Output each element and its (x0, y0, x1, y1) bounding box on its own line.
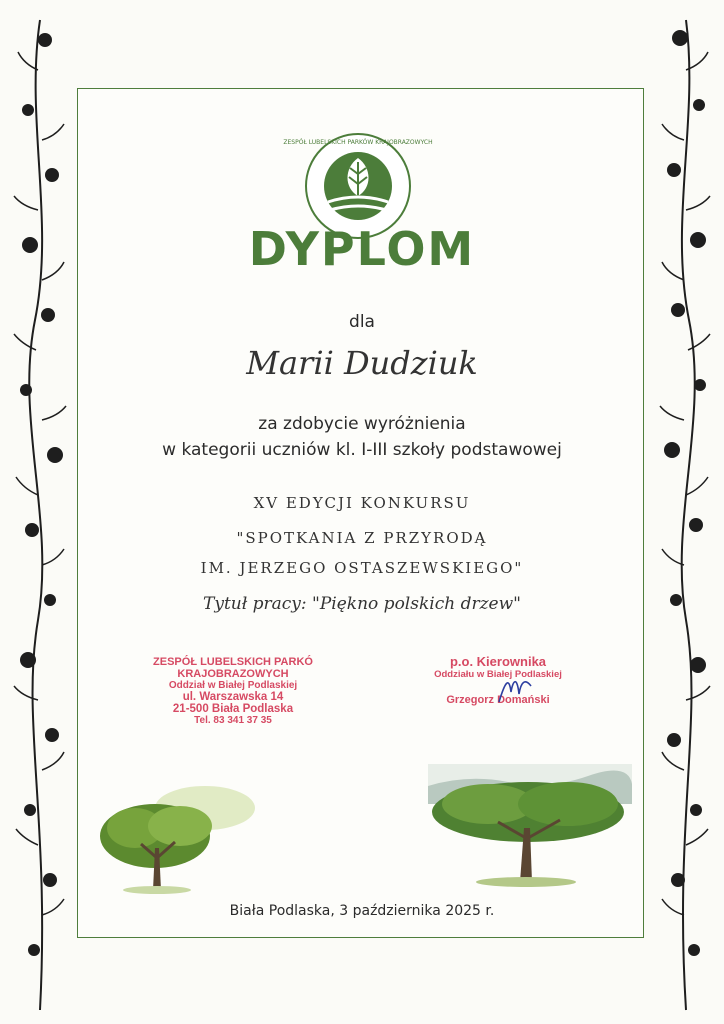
recipient-name: Marii Dudziuk (246, 344, 478, 382)
tree-illustration-left (95, 778, 255, 896)
handwritten-signature (495, 672, 535, 708)
for-label: dla (349, 312, 375, 332)
place-and-date: Biała Podlaska, 3 października 2025 r. (229, 903, 495, 919)
contest-name-line-1: "SPOTKANIA Z PRZYRODĄ (236, 529, 488, 547)
signature-subtitle: Oddziału w Białej Podlaskiej (434, 669, 562, 680)
work-title: Tytuł pracy: "Piękno polskich drzew" (203, 594, 521, 614)
contest-name-line-2: IM. JERZEGO OSTASZEWSKIEGO" (200, 559, 524, 577)
signature-title: p.o. Kierownika (449, 654, 547, 669)
tree-illustration-right (428, 764, 632, 890)
stamp-line-6: Tel. 83 341 37 35 (194, 715, 272, 726)
award-line-1: za zdobycie wyróżnienia (258, 414, 466, 434)
logo-ring-text: ZESPÓŁ LUBELSKICH PARKÓW KRAJOBRAZOWYCH (283, 139, 433, 146)
organization-stamp (133, 656, 333, 726)
contest-edition: XV EDYCJI KONKURSU (253, 494, 471, 512)
floral-vine-right (644, 0, 724, 1024)
stamp-line-3: Oddział w Białej Podlaskiej (168, 680, 298, 691)
award-line-2: w kategorii uczniów kl. I-III szkoły podstawowej (162, 440, 562, 460)
floral-vine-left (0, 0, 80, 1024)
diploma-title: DYPLOM (248, 222, 476, 276)
stamp-line-2: KRAJOBRAZOWYCH (177, 668, 289, 680)
stamp-line-4: ul. Warszawska 14 (182, 691, 284, 703)
stamp-line-5: 21-500 Biała Podlaska (172, 703, 294, 715)
stamp-line-1: ZESPÓŁ LUBELSKICH PARKÓ (153, 656, 313, 668)
signature-name: Grzegorz Domański (446, 694, 550, 706)
